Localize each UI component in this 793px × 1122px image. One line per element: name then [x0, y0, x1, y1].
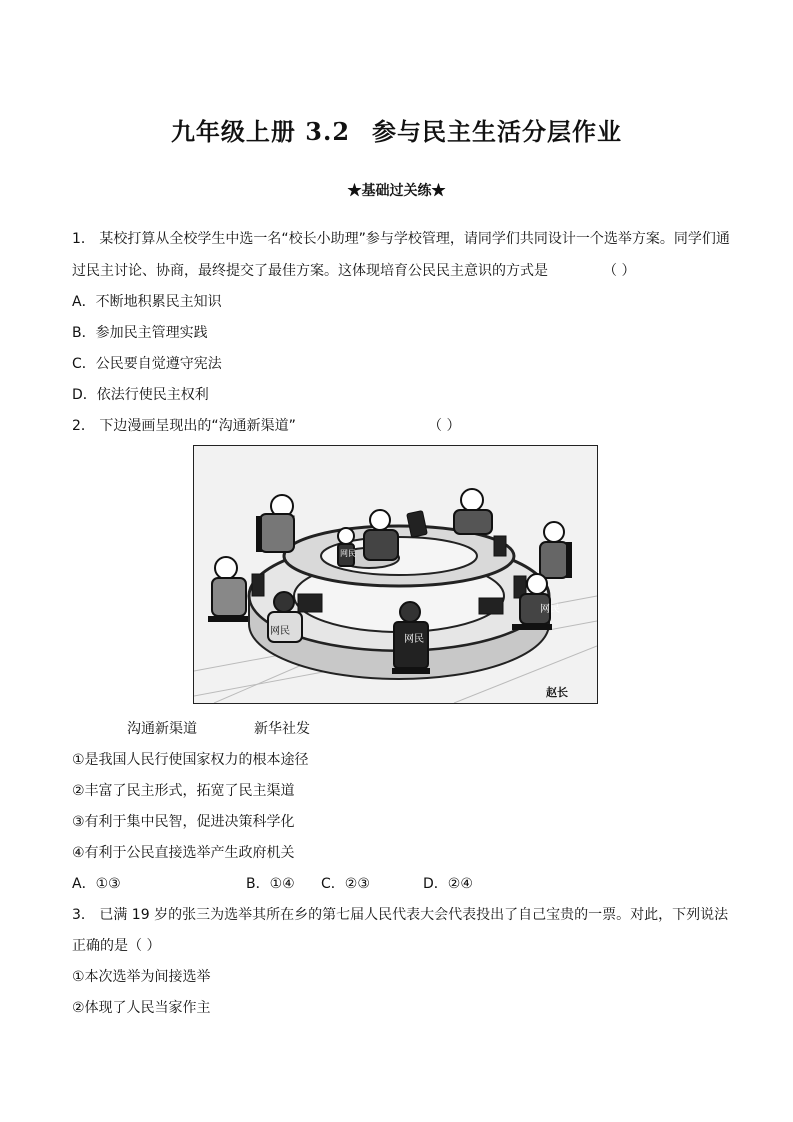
q2-statement-3: ③有利于集中民智，促进决策科学化: [72, 814, 295, 830]
figure-badge: 网民: [404, 634, 424, 645]
q3-statement-2: ②体现了人民当家作主: [72, 1000, 211, 1016]
q1-stem-line1: 1． 某校打算从全校学生中选一名“校长小助理”参与学校管理，请同学们共同设计一个选举方案。同学们通: [72, 231, 730, 247]
q2-option-a: A．①③: [72, 876, 121, 892]
title-grade: 九年级上册 3.2: [170, 117, 351, 146]
q2-statement-4: ④有利于公民直接选举产生政府机关: [72, 845, 295, 861]
q2-option-b: B．①④: [246, 876, 295, 892]
q1-stem-line2: 过民主讨论、协商，最终提交了最佳方案。这体现培育公民民主意识的方式是: [72, 263, 548, 279]
figure-badge: 网民: [540, 604, 560, 615]
q1-option-d: D．依法行使民主权利: [72, 387, 209, 403]
q2-option-d: D．②④: [423, 876, 473, 892]
page-title: [0, 112, 793, 147]
title-topic: 参与民主生活分层作业: [372, 117, 623, 146]
q2-stem: 2． 下边漫画呈现出的“沟通新渠道”: [72, 418, 296, 434]
figure-badge: 网民: [270, 626, 290, 637]
cartoon-figure: [193, 445, 598, 704]
q2-statement-2: ②丰富了民主形式，拓宽了民主渠道: [72, 783, 295, 799]
figure-caption-title: 沟通新渠道: [127, 721, 197, 737]
q1-option-a: A．不断地积累民主知识: [72, 294, 222, 310]
cartoon-illustration: [194, 446, 597, 703]
section-heading: ★基础过关练★: [347, 183, 446, 199]
q2-statement-1: ①是我国人民行使国家权力的根本途径: [72, 752, 309, 768]
q2-option-c: C．②③: [321, 876, 370, 892]
figure-badge: 网民: [340, 549, 356, 558]
q2-answer-paren: （ ）: [428, 418, 461, 434]
q3-stem-line1: 3． 已满 19 岁的张三为选举其所在乡的第七届人民代表大会代表投出了自己宝贵的一票。对此，下列说法: [72, 907, 729, 923]
q1-answer-paren: （ ）: [603, 263, 636, 279]
q1-option-b: B．参加民主管理实践: [72, 325, 208, 341]
figure-signature: 赵长: [546, 686, 568, 699]
q3-statement-1: ①本次选举为间接选举: [72, 969, 211, 985]
q3-stem-line2: 正确的是（ ）: [72, 938, 161, 954]
figure-caption-source: 新华社发: [254, 721, 310, 737]
q1-option-c: C．公民要自觉遵守宪法: [72, 356, 222, 372]
